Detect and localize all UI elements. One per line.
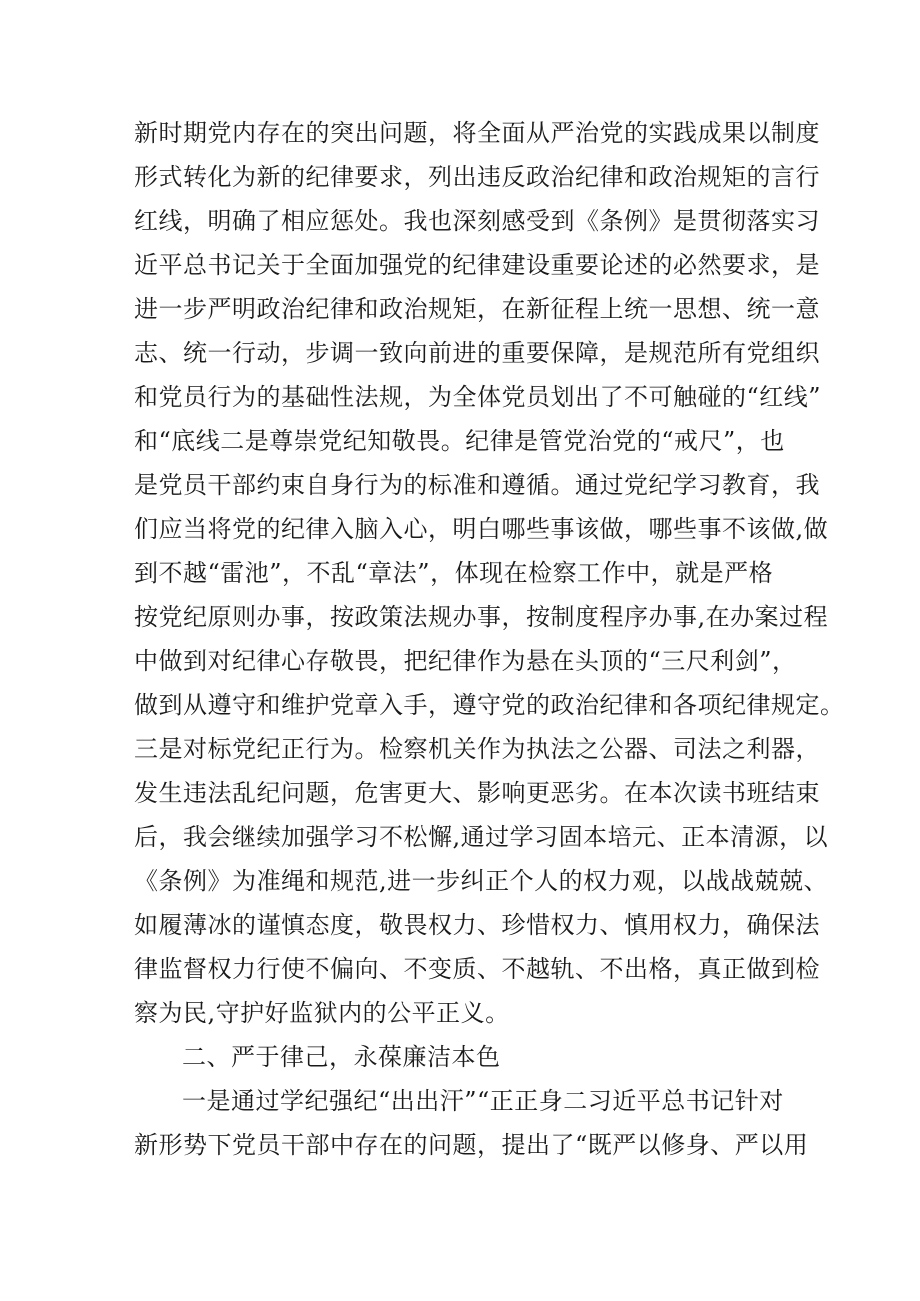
text-line: 红线，明确了相应惩处。我也深刻感受到《条例》是贯彻落实习 (134, 207, 820, 235)
text-line: 形式转化为新的纪律要求，列出违反政治纪律和政治规矩的言行 (134, 163, 820, 191)
text-line: 做到从遵守和维护党章入手，遵守党的政治纪律和各项纪律规定。 (134, 691, 845, 719)
text-line: 志、统一行动，步调一致向前进的重要保障，是规范所有党组织 (134, 339, 820, 367)
text-line: 是党员干部约束自身行为的标准和遵循。通过党纪学习教育，我 (134, 471, 820, 499)
text-line: 中做到对纪律心存敬畏，把纪律作为悬在头顶的“三尺利剑”， (134, 647, 797, 675)
text-line: 律监督权力行使不偏向、不变质、不越轨、不出格，真正做到检 (134, 955, 820, 983)
text-line: 新时期党内存在的突出问题，将全面从严治党的实践成果以制度 (134, 119, 820, 147)
text-line: 按党纪原则办事，按政策法规办事，按制度程序办事,在办案过程 (134, 603, 829, 631)
text-line: 新形势下党员干部中存在的问题，提出了“既严以修身、严以用 (134, 1131, 809, 1159)
text-line: 察为民,守护好监狱内的公平正义。 (134, 999, 510, 1027)
text-line: 发生违法乱纪问题，危害更大、影响更恶劣。在本次读书班结束 (134, 779, 820, 807)
text-line: 和“底线二是尊崇党纪知敬畏。纪律是管党治党的“戒尺”，也 (134, 427, 785, 455)
text-line: 们应当将党的纪律入脑入心，明白哪些事该做，哪些事不该做,做 (134, 515, 829, 543)
text-line: 《条例》为准绳和规范,进一步纠正个人的权力观，以战战兢兢、 (134, 867, 829, 895)
text-line: 如履薄冰的谨慎态度，敬畏权力、珍惜权力、慎用权力，确保法 (134, 911, 820, 939)
text-line: 和党员行为的基础性法规，为全体党员划出了不可触碰的“红线” (134, 383, 822, 411)
text-line: 到不越“雷池”，不乱“章法”，体现在检察工作中，就是严格 (134, 559, 774, 587)
section-heading: 二、严于律己，永葆廉洁本色 (182, 1043, 501, 1071)
text-line: 后，我会继续加强学习不松懈,通过学习固本培元、正本清源，以 (134, 823, 829, 851)
text-line: 近平总书记关于全面加强党的纪律建设重要论述的必然要求，是 (134, 251, 820, 279)
text-line: 进一步严明政治纪律和政治规矩，在新征程上统一思想、统一意 (134, 295, 820, 323)
text-line: 三是对标党纪正行为。检察机关作为执法之公器、司法之利器， (134, 735, 820, 763)
text-line: 一是通过学纪强纪“出出汗”“正正身二习近平总书记针对 (182, 1087, 784, 1115)
